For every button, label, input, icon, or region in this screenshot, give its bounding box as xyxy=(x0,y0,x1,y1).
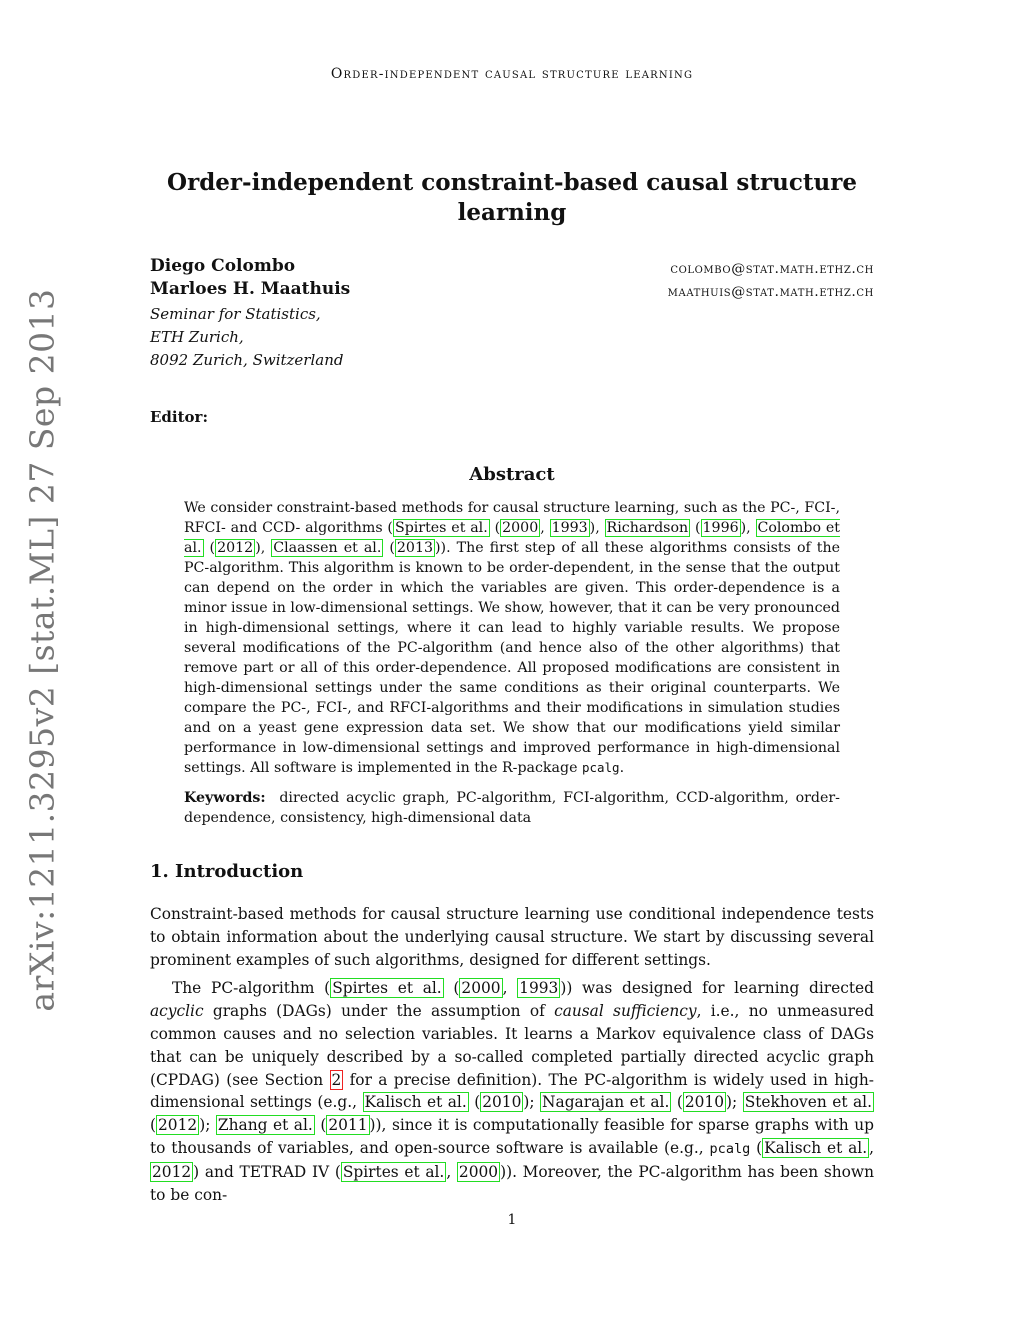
body-text xyxy=(150,903,874,1212)
title-line-2: learning xyxy=(457,199,567,226)
title-line-1: Order-independent constraint-based causal structure xyxy=(167,169,857,196)
text-run: ( xyxy=(468,1093,481,1112)
citation-link[interactable]: Nagarajan et al. xyxy=(542,1093,670,1112)
text-run: , xyxy=(446,1162,457,1181)
text-run: )). Moreover, the PC-algorithm has been shown to be con- xyxy=(150,1162,874,1204)
paragraph-2 xyxy=(150,977,874,1206)
text-run: ); xyxy=(726,1093,743,1112)
text-run: ( xyxy=(489,520,501,536)
text-run: ), xyxy=(589,520,605,536)
citation-link[interactable]: 1993 xyxy=(551,520,588,536)
text-run: for a precise definition). The PC-algorithm is widely used in high-dimensional settings (e.g., xyxy=(150,1070,874,1112)
keywords-label: Keywords: xyxy=(184,790,266,806)
author-name-1: Diego Colombo xyxy=(150,256,296,276)
abstract-heading: Abstract xyxy=(469,464,555,485)
text-run: ) and TETRAD IV ( xyxy=(193,1162,341,1181)
citation-link[interactable]: Kalisch et al. xyxy=(764,1138,868,1157)
running-head: Order-independent causal structure learning xyxy=(330,66,694,82)
text-run: ); xyxy=(199,1116,216,1135)
affiliation xyxy=(150,303,343,372)
affiliation-line-2: ETH Zurich, xyxy=(150,328,244,346)
text-run: ( xyxy=(150,1116,157,1135)
emphasis: causal sufficiency xyxy=(554,1002,697,1021)
text-run: )). The first step of all these algorithms consists of the PC-algorithm. This algorithm is known to be order-dependent, in the sense that the output can depend on the order in which the variables are given. This order-dependence is a minor issue in low-dimensional settings. We show, however, that it can be very pronounced in high-dimensional settings, where it can lead to highly variable results. We propose several modifications of the PC-algorithm (and hence also of the other algorithms) that remove part or all of this order-dependence. All proposed modifications are consistent in high-dimensional settings under the same conditions as their original counterparts. We compare the PC-, FCI-, and RFCI-algorithms and their modifications in simulation studies and on a yeast gene expression data set. We show that our modifications yield similar performance in low-dimensional settings and improved performance in high-dimensional settings. All software is implemented in the R-package xyxy=(184,540,840,776)
citation-link[interactable]: Claassen et al. xyxy=(273,540,382,556)
author-email-1[interactable]: colombo@stat.math.ethz.ch xyxy=(670,261,874,277)
text-run: , xyxy=(540,520,550,536)
citation-link[interactable]: 1993 xyxy=(519,979,559,998)
citation-link[interactable]: Spirtes et al. xyxy=(394,520,488,536)
citation-link[interactable]: Zhang et al. xyxy=(217,1116,313,1135)
text-run: We consider constraint-based methods for causal structure learning, such as the PC-, FCI-, RFCI- and CCD- algorithms ( xyxy=(184,500,840,536)
citation-link[interactable]: Spirtes et al. xyxy=(332,979,442,998)
citation-link[interactable]: Colombo et al. xyxy=(184,520,840,556)
citation-link[interactable]: 1996 xyxy=(702,520,739,536)
citation-link[interactable]: Stekhoven et al. xyxy=(744,1093,872,1112)
text-run: , xyxy=(502,979,518,998)
code-pcalg: pcalg xyxy=(581,760,620,775)
citation-link[interactable]: Spirtes et al. xyxy=(342,1162,445,1181)
author-email-2[interactable]: maathuis@stat.math.ethz.ch xyxy=(667,284,874,300)
keywords-text: directed acyclic graph, PC-algorithm, FCI-algorithm, CCD-algorithm, order-dependence, consistency, high-dimensional data xyxy=(184,790,840,826)
paragraph-1: Constraint-based methods for causal structure learning use conditional independence tests to obtain information about the underlying causal structure. We start by discussing several prominent examples of such algorithms, designed for different settings. xyxy=(150,905,874,969)
citation-link[interactable]: Kalisch et al. xyxy=(364,1093,467,1112)
affiliation-line-1: Seminar for Statistics, xyxy=(150,305,321,323)
text-run: , i.e., no unmeasured common causes and no selection variables. It learns a Markov equivalence class of DAGs that can be uniquely described by a so-called completed partially directed acyclic graph (CPDAG) (see Section xyxy=(150,1002,874,1089)
text-run: ( xyxy=(383,540,395,556)
arxiv-stamp-text: arXiv:1211.3295v2 [stat.ML] 27 Sep 2013 xyxy=(22,288,62,1012)
text-run: )), since it is computationally feasible for sparse graphs with up to thousands of variables, and open-source software is available (e.g., xyxy=(150,1116,874,1157)
abstract-text xyxy=(184,498,840,778)
citation-link[interactable]: 2000 xyxy=(461,979,501,998)
citation-link[interactable]: 2012 xyxy=(158,1116,198,1135)
section-ref-link[interactable]: 2 xyxy=(331,1070,342,1089)
citation-link[interactable]: 2010 xyxy=(482,1093,522,1112)
text-run: , xyxy=(869,1138,874,1157)
paper-title xyxy=(150,168,874,228)
citation-link[interactable]: 2012 xyxy=(217,540,254,556)
affiliation-line-3: 8092 Zurich, Switzerland xyxy=(150,351,344,369)
text-run: ( xyxy=(314,1116,327,1135)
code-pcalg: pcalg xyxy=(709,1140,751,1157)
text-run: ), xyxy=(740,520,756,536)
text-run: ( xyxy=(203,540,216,556)
text-run: ( xyxy=(690,520,701,536)
text-run: ( xyxy=(443,979,460,998)
citation-link[interactable]: 2012 xyxy=(152,1162,192,1181)
text-run: ), xyxy=(255,540,272,556)
page-number: 1 xyxy=(507,1212,517,1228)
text-run: ( xyxy=(671,1093,683,1112)
section-heading: 1. Introduction xyxy=(150,861,304,882)
keywords xyxy=(184,788,840,828)
citation-link[interactable]: 2013 xyxy=(396,540,433,556)
citation-link[interactable]: Richardson xyxy=(606,520,689,536)
text-run: ); xyxy=(523,1093,541,1112)
editor-label: Editor: xyxy=(150,408,208,426)
text-run: ( xyxy=(750,1138,763,1157)
author-name-2: Marloes H. Maathuis xyxy=(150,279,351,299)
text-run: )) was designed for learning directed xyxy=(560,979,875,998)
text-run: The PC-algorithm ( xyxy=(172,979,331,998)
text-run: . xyxy=(619,760,625,776)
citation-link[interactable]: 2010 xyxy=(684,1093,725,1112)
citation-link[interactable]: 2000 xyxy=(458,1162,499,1181)
emphasis: acyclic xyxy=(150,1002,204,1021)
text-run: graphs (DAGs) under the assumption of xyxy=(203,1002,555,1021)
citation-link[interactable]: 2000 xyxy=(502,520,539,536)
citation-link[interactable]: 2011 xyxy=(328,1116,368,1135)
